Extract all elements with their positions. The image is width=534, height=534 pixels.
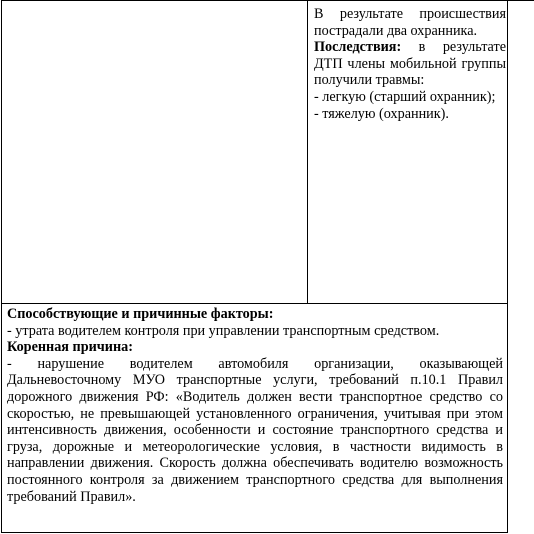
root-cause-text: - нарушение водителем автомобиля организации, оказывающей Дальневосточному МУО транспортные услуги, требований п.10.1 Правил дорожного движения РФ: «Водитель должен вести транспортное средство со скоростью, не превышающей установленного ограничения, учитывая при этом интенсивность движения, особенности и состояние транспортного средства и груза, дорожные и метеорологические условия, в частности видимость в направлении движения. Скорость должна обеспечивать водителю возможность постоянного контроля за движением транспортного средства для выполнения требований Правил». (7, 355, 503, 505)
incident-consequences-cell (314, 6, 506, 122)
factors-heading: Способствующие и причинные факторы: (7, 306, 274, 322)
injury-severe: - тяжелую (охранник). (314, 105, 449, 122)
column-divider-right (507, 0, 508, 533)
table-left-border (1, 0, 2, 533)
injury-light: - легкую (старший охранник); (314, 88, 496, 105)
consequences-paragraph (314, 39, 506, 89)
factors-item: - утрата водителем контроля при управлении транспортным средством. (7, 322, 440, 339)
table-bottom-border (1, 532, 507, 533)
consequences-text: в результате ДТП члены мобильной группы получили травмы: (314, 39, 506, 89)
table-top-border (1, 0, 534, 1)
consequences-label: Последствия: (314, 39, 402, 56)
root-cause-heading: Коренная причина: (7, 339, 133, 356)
factors-cell (7, 306, 503, 505)
row-divider (1, 303, 507, 304)
column-divider-left (307, 0, 308, 303)
victims-paragraph: В результате происшествия пострадали два охранника. (314, 6, 506, 39)
